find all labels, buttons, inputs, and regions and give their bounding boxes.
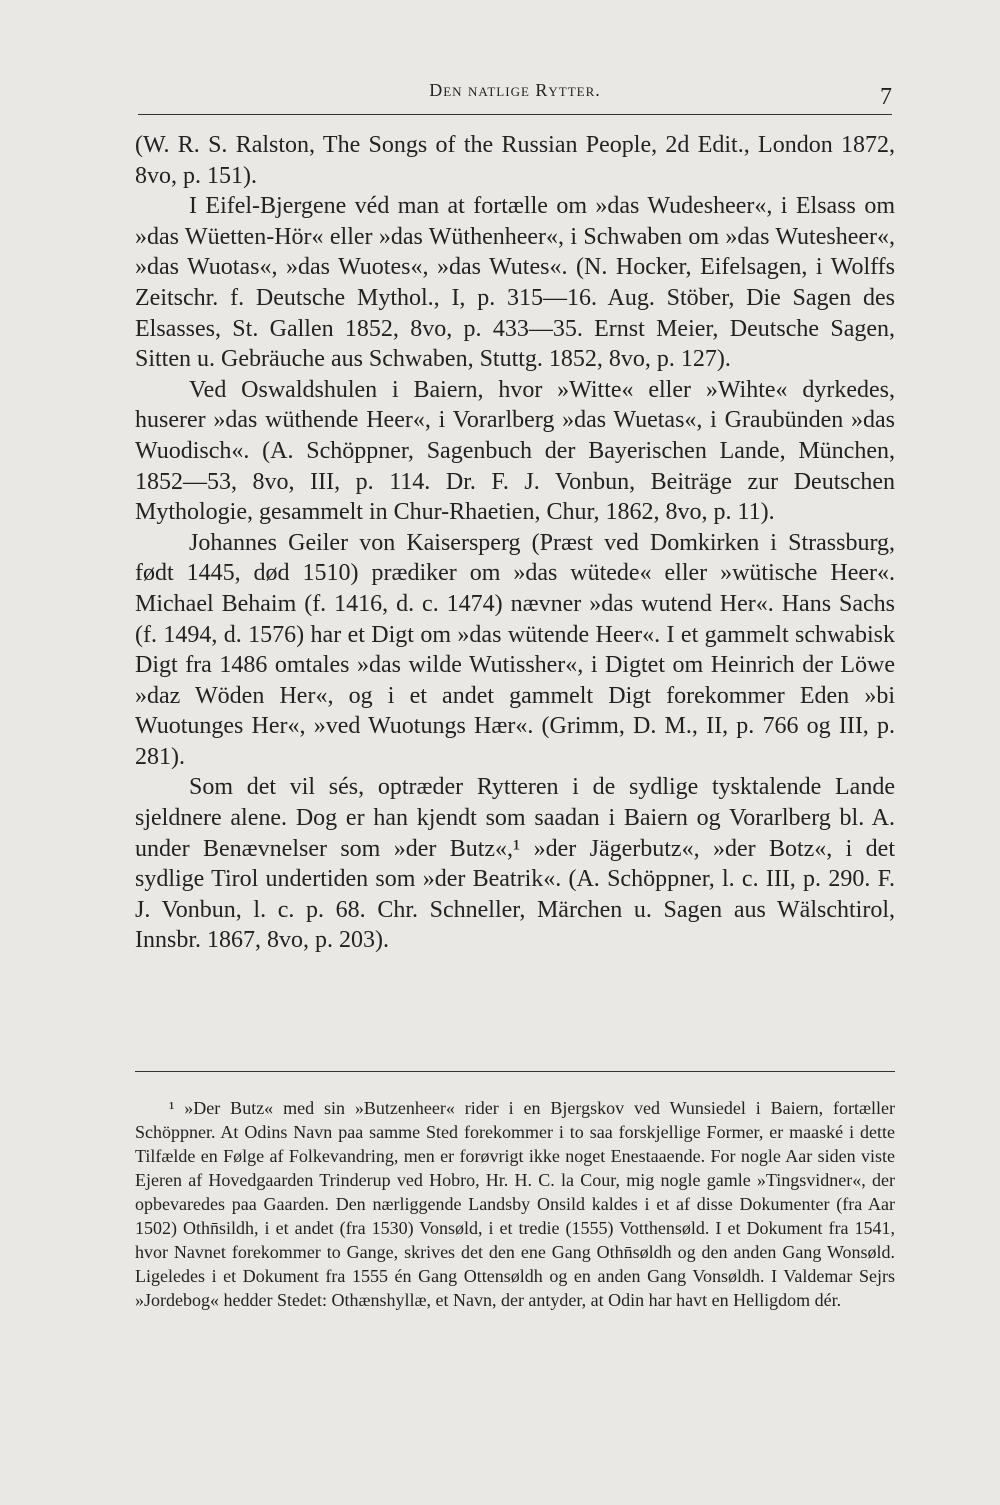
- paragraph: I Eifel-Bjergene véd man at fortælle om »das Wudesheer«, i Elsass om »das Wüetten-Hör« eller »das Wüthenheer«, i Schwaben om »das Wutesheer«, »das Wuotas«, »das Wuotes«, »das Wutes«. (N. Hocker, Eifelsagen, i Wolffs Zeitschr. f. Deutsche Mythol., I, p. 315—16. Aug. Stöber, Die Sagen des Elsasses, St. Gallen 1852, 8vo, p. 433—35. Ernst Meier, Deutsche Sagen, Sitten u. Gebräuche aus Schwaben, Stuttg. 1852, 8vo, p. 127).: [135, 193, 895, 373]
- main-text: [135, 130, 895, 956]
- paragraph: Ved Oswaldshulen i Baiern, hvor »Witte« eller »Wihte« dyrkedes, huserer »das wüthende Heer«, i Vorarlberg »das Wuetas«, i Graubünden »das Wuodisch«. (A. Schöppner, Sagenbuch der Bayerischen Lande, München, 1852—53, 8vo, III, p. 114. Dr. F. J. Vonbun, Beiträge zur Deutschen Mythologie, gesammelt in Chur-Rhaetien, Chur, 1862, 8vo, p. 11).: [135, 376, 895, 526]
- footnote: [135, 1096, 895, 1312]
- paragraph: Som det vil sés, optræder Rytteren i de sydlige tysktalende Lande sjeldnere alene. Dog er han kjendt som saadan i Baiern og Vorarlberg bl. A. under Benævnelser som »der Butz«,¹ »der Jägerbutz«, »der Botz«, i det sydlige Tirol undertiden som »der Beatrik«. (A. Schöppner, l. c. III, p. 290. F. J. Vonbun, l. c. p. 68. Chr. Schneller, Märchen u. Sagen aus Wälschtirol, Innsbr. 1867, 8vo, p. 203).: [135, 774, 895, 954]
- running-title: Den natlige Rytter.: [429, 80, 601, 100]
- page-number: 7: [880, 84, 892, 110]
- footnote-text: ¹ »Der Butz« med sin »Butzenheer« rider i en Bjergskov ved Wunsiedel i Baiern, fortæller Schöppner. At Odins Navn paa samme Sted forekommer i to saa forskjellige Former, er maaské i dette Tilfælde en Følge af Folkevandring, men er forøvrigt ikke noget Enestaaende. For nogle Aar siden viste Ejeren af Hovedgaarden Trinderup ved Hobro, Hr. H. C. la Cour, mig nogle gamle »Tingsvidner«, der opbevaredes paa Gaarden. Den nærliggende Landsby Onsild kaldes i et af disse Dokumenter (fra Aar 1502) Othn̄sildh, i et andet (fra 1530) Vonsøld, i et tredie (1555) Votthensøld. I et Dokument fra 1541, hvor Navnet forekommer to Gange, skrives det den ene Gang Othn̄søldh og den anden Gang Wonsøld. Ligeledes i et Dokument fra 1555 én Gang Ottensøldh og en anden Gang Vonsøldh. I Valdemar Sejrs »Jordebog« hedder Stedet: Othænshyllæ, et Navn, der antyder, at Odin har havt en Helligdom dér.: [135, 1098, 895, 1310]
- paragraph: (W. R. S. Ralston, The Songs of the Russian People, 2d Edit., London 1872, 8vo, p. 151).: [135, 132, 895, 189]
- page-header: [138, 78, 892, 115]
- footnote-divider: [135, 1071, 895, 1072]
- paragraph: Johannes Geiler von Kaisersperg (Præst ved Domkirken i Strassburg, født 1445, død 1510) prædiker om »das wütede« eller »wütische Heer«. Michael Behaim (f. 1416, d. c. 1474) nævner »das wutend Her«. Hans Sachs (f. 1494, d. 1576) har et Digt om »das wütende Heer«. I et gammelt schwabisk Digt fra 1486 omtales »das wilde Wutissher«, i Digtet om Heinrich der Löwe »daz Wöden Her«, og i et andet gammelt Digt forekommer Eden »bi Wuotunges Her«, »ved Wuotungs Hær«. (Grimm, D. M., II, p. 766 og III, p. 281).: [135, 529, 895, 770]
